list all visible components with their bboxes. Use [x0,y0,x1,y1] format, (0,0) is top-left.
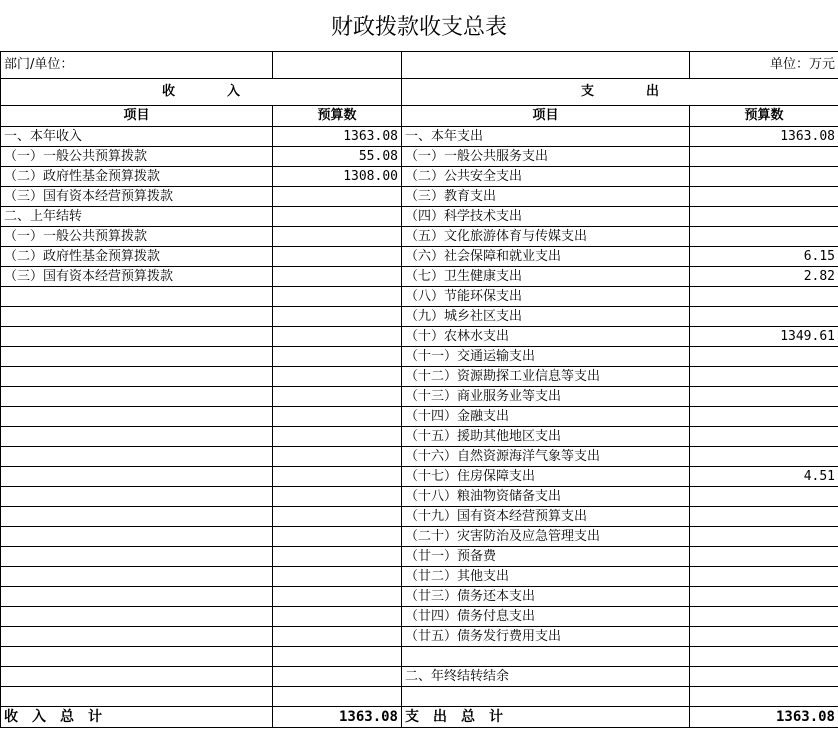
income-item-cell [1,627,273,647]
income-item-cell [1,367,273,387]
table-row [1,247,838,267]
expense-value-cell [690,427,838,447]
income-item-cell: （一）一般公共预算拨款 [1,147,273,167]
expense-item-cell: （十二）资源勘探工业信息等支出 [402,367,690,387]
table-row [1,267,838,287]
table-row [1,227,838,247]
income-item-cell [1,427,273,447]
column-header-row [1,106,838,127]
expense-item-cell: （十三）商业服务业等支出 [402,387,690,407]
income-item-cell: （二）政府性基金预算拨款 [1,167,273,187]
table-row [1,607,838,627]
expense-item-cell: （十六）自然资源海洋气象等支出 [402,447,690,467]
expense-value-cell [690,547,838,567]
table-row [1,467,838,487]
expense-item-cell: 二、年终结转结余 [402,667,690,687]
income-budget-header: 预算数 [273,106,402,127]
table-row [1,487,838,507]
income-value-cell [273,247,402,267]
income-value-cell [273,187,402,207]
income-value-cell [273,447,402,467]
table-row [1,347,838,367]
expense-item-cell: （三）教育支出 [402,187,690,207]
expense-item-cell: （廿一）预备费 [402,547,690,567]
income-value-cell [273,267,402,287]
income-item-cell [1,507,273,527]
expense-item-cell: （二十）灾害防治及应急管理支出 [402,527,690,547]
income-item-cell [1,347,273,367]
expense-item-header: 项目 [402,106,690,127]
income-item-cell [1,527,273,547]
expense-item-cell: （八）节能环保支出 [402,287,690,307]
expense-total-value: 1363.08 [690,707,838,728]
department-label: 部门/单位： [1,52,273,79]
expense-value-cell [690,587,838,607]
income-value-cell: 1363.08 [273,127,402,147]
table-row [1,527,838,547]
income-value-cell [273,487,402,507]
table-row [1,147,838,167]
expense-value-cell [690,407,838,427]
table-row [1,127,838,147]
expense-item-cell: 一、本年支出 [402,127,690,147]
expense-value-cell [690,687,838,707]
expense-item-cell: （一）一般公共服务支出 [402,147,690,167]
expense-value-cell [690,567,838,587]
income-value-cell [273,547,402,567]
income-item-cell [1,567,273,587]
income-item-cell [1,687,273,707]
expense-item-cell: （廿四）债务付息支出 [402,607,690,627]
meta-row [1,52,838,79]
income-value-cell [273,467,402,487]
expense-value-cell [690,647,838,667]
expense-value-cell: 2.82 [690,267,838,287]
income-value-cell [273,647,402,667]
section-header-row [1,79,838,106]
income-value-cell: 1308.00 [273,167,402,187]
table-row [1,567,838,587]
expense-value-cell [690,147,838,167]
income-total-value: 1363.08 [273,707,402,728]
income-value-cell [273,367,402,387]
table-row [1,687,838,707]
income-value-cell [273,387,402,407]
expense-value-cell [690,487,838,507]
expense-value-cell [690,367,838,387]
expense-value-cell: 6.15 [690,247,838,267]
expense-value-cell [690,307,838,327]
expense-value-cell [690,387,838,407]
expense-budget-header: 预算数 [690,106,838,127]
income-item-cell [1,587,273,607]
table-row [1,407,838,427]
expense-value-cell [690,667,838,687]
expense-value-cell [690,447,838,467]
income-item-cell [1,327,273,347]
budget-table [0,51,838,728]
table-row [1,167,838,187]
income-item-cell: （三）国有资本经营预算拨款 [1,267,273,287]
expense-value-cell: 1349.61 [690,327,838,347]
expense-value-cell [690,347,838,367]
expense-item-cell: （六）社会保障和就业支出 [402,247,690,267]
expense-item-cell: （十一）交通运输支出 [402,347,690,367]
expense-item-cell: （七）卫生健康支出 [402,267,690,287]
department-value [273,52,402,79]
income-value-cell [273,567,402,587]
income-item-cell: （二）政府性基金预算拨款 [1,247,273,267]
table-row [1,507,838,527]
expense-item-cell: （二）公共安全支出 [402,167,690,187]
income-value-cell [273,427,402,447]
income-value-cell [273,587,402,607]
income-value-cell [273,667,402,687]
expense-total-label: 支 出 总 计 [402,707,690,728]
income-value-cell [273,507,402,527]
expense-value-cell: 1363.08 [690,127,838,147]
income-value-cell [273,527,402,547]
expense-value-cell [690,167,838,187]
expense-item-cell [402,687,690,707]
expense-value-cell [690,187,838,207]
expense-item-cell: （十七）住房保障支出 [402,467,690,487]
expense-value-cell [690,287,838,307]
expense-item-cell: （十九）国有资本经营预算支出 [402,507,690,527]
expense-item-cell: （五）文化旅游体育与传媒支出 [402,227,690,247]
income-value-cell [273,627,402,647]
table-row [1,207,838,227]
expense-value-cell [690,207,838,227]
income-item-cell: （三）国有资本经营预算拨款 [1,187,273,207]
expense-section-header: 支 出 [402,79,838,106]
income-item-cell [1,487,273,507]
expense-item-cell: （四）科学技术支出 [402,207,690,227]
table-row [1,587,838,607]
expense-value-cell [690,527,838,547]
income-value-cell [273,347,402,367]
income-value-cell [273,607,402,627]
expense-item-cell: （十四）金融支出 [402,407,690,427]
expense-value-cell: 4.51 [690,467,838,487]
income-item-cell [1,387,273,407]
income-value-cell: 55.08 [273,147,402,167]
page-title: 财政拨款收支总表 [330,15,507,40]
expense-item-cell: （十五）援助其他地区支出 [402,427,690,447]
table-row [1,627,838,647]
table-row [1,387,838,407]
income-item-cell: 二、上年结转 [1,207,273,227]
income-value-cell [273,687,402,707]
income-item-cell: 一、本年收入 [1,127,273,147]
table-row [1,187,838,207]
income-item-cell: （一）一般公共预算拨款 [1,227,273,247]
income-value-cell [273,307,402,327]
expense-value-cell [690,627,838,647]
expense-value-cell [690,607,838,627]
income-item-cell [1,647,273,667]
income-value-cell [273,287,402,307]
expense-item-cell: （九）城乡社区支出 [402,307,690,327]
expense-item-cell: （廿二）其他支出 [402,567,690,587]
table-row [1,547,838,567]
income-value-cell [273,227,402,247]
table-row [1,447,838,467]
income-item-cell [1,447,273,467]
income-value-cell [273,327,402,347]
table-row [1,367,838,387]
income-section-header: 收 入 [1,79,402,106]
income-value-cell [273,207,402,227]
expense-item-cell: （廿五）债务发行费用支出 [402,627,690,647]
income-item-cell [1,607,273,627]
expense-item-cell: （十八）粮油物资储备支出 [402,487,690,507]
income-item-cell [1,307,273,327]
income-value-cell [273,407,402,427]
income-item-header: 项目 [1,106,273,127]
income-item-cell [1,287,273,307]
unit-label: 单位：万元 [690,52,838,79]
table-row [1,667,838,687]
table-row [1,327,838,347]
income-item-cell [1,547,273,567]
table-row [1,307,838,327]
income-item-cell [1,407,273,427]
expense-item-cell: （十）农林水支出 [402,327,690,347]
expense-value-cell [690,227,838,247]
expense-value-cell [690,507,838,527]
income-total-label: 收 入 总 计 [1,707,273,728]
table-row [1,427,838,447]
total-row [1,707,838,728]
table-row [1,647,838,667]
income-item-cell [1,467,273,487]
meta-blank [402,52,690,79]
expense-item-cell: （廿三）债务还本支出 [402,587,690,607]
expense-item-cell [402,647,690,667]
income-item-cell [1,667,273,687]
table-row [1,287,838,307]
